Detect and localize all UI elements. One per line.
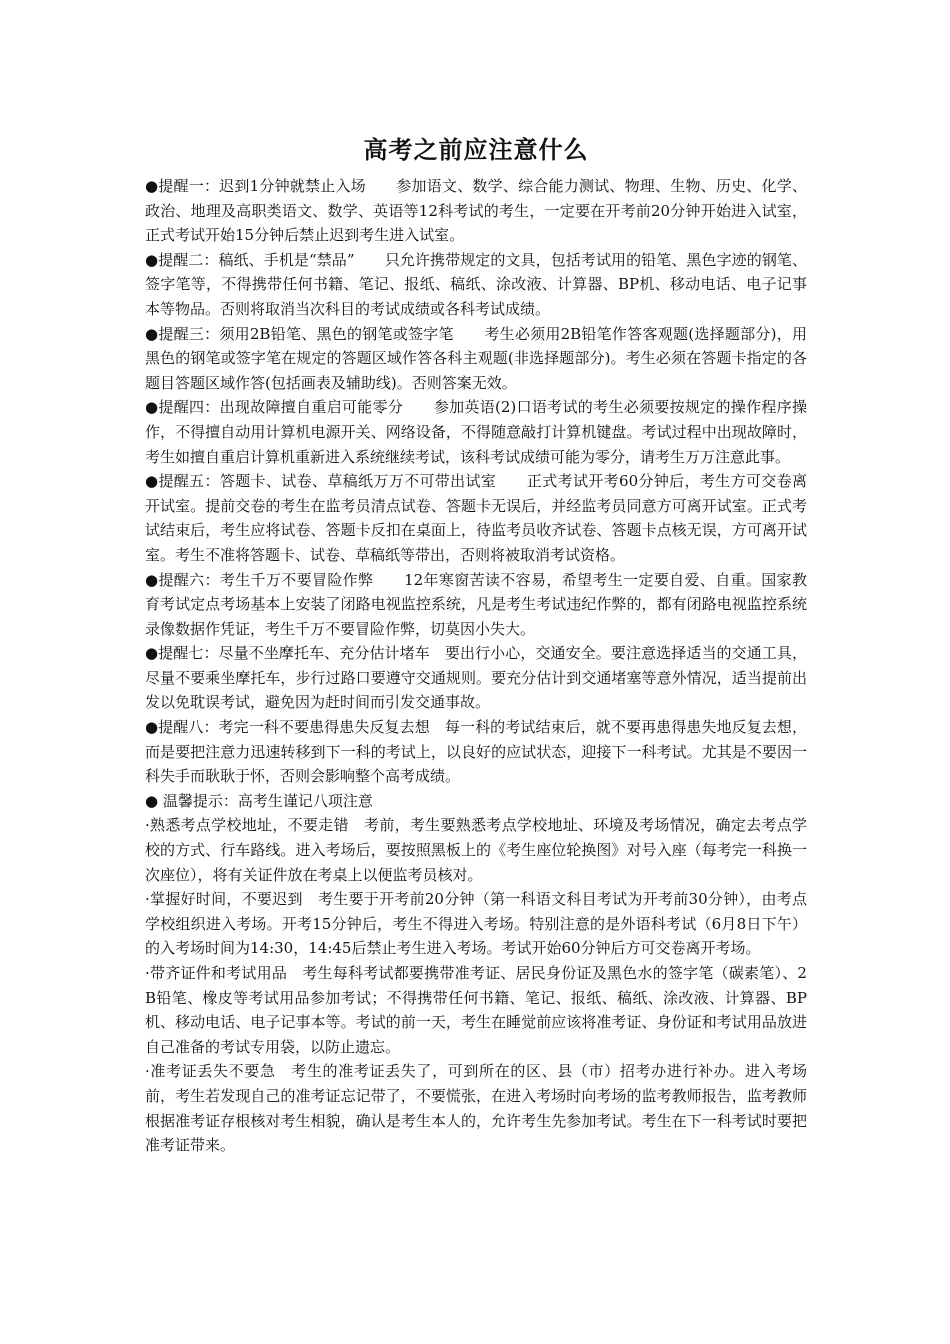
paragraph-heading: ●提醒二：稿纸、手机是“禁品” — [145, 250, 385, 269]
paragraph-body: 正式考试开考60分钟后，考生方可交卷离开试室。提前交卷的考生在监考员清点试卷、答题卡无误后，并经监考员同意方可离开试室。正式考试结束后，考生应将试卷、答题卡反扣在桌面上，待监考员收齐试卷、答题卡点核无误，方可离开试室。考生不准将答题卡、试卷、草稿纸等带出，否则将被取消考试资格。 — [145, 472, 808, 564]
paragraph-reminder-5 — [145, 469, 807, 567]
paragraph-heading: ●提醒四：出现故障擅自重启可能零分 — [145, 398, 434, 417]
paragraph-tip-time — [145, 887, 807, 961]
paragraph-body: 考生要于开考前20分钟（第一科语文科目考试为开考前30分钟），由考点学校组织进入考场。开考15分钟后，考生不得进入考场。特别注意的是外语科考试（6月8日下午）的入考场时间为14:30，14:45后禁止考生进入考场。考试开始60分钟后方可交卷离开考场。 — [145, 890, 807, 958]
paragraph-heading: ●提醒七：尽量不坐摩托车、充分估计堵车 — [145, 644, 445, 663]
paragraph-reminder-6 — [145, 568, 807, 642]
paragraph-body: 12年寒窗苦读不容易，希望考生一定要自爱、自重。国家教育考试定点考场基本上安装了闭路电视监控系统，凡是考生考试违纪作弊的，都有闭路电视监控系统录像数据作凭证，考生千万不要冒险作弊，切莫因小失大。 — [145, 570, 808, 638]
paragraph-tip-lost-ticket — [145, 1059, 807, 1157]
paragraph-tip-documents — [145, 961, 807, 1059]
paragraph-heading: ·带齐证件和考试用品 — [145, 964, 303, 982]
paragraph-reminder-2 — [145, 248, 807, 322]
paragraph-body: 参加语文、数学、综合能力测试、物理、生物、历史、化学、政治、地理及高职类语文、数学、英语等12科考试的考生，一定要在开考前20分钟开始进入试室，正式考试开始15分钟后禁止迟到考生进入试室。 — [145, 177, 807, 245]
document-title: 高考之前应注意什么 — [363, 136, 589, 164]
document-page — [145, 128, 807, 1158]
paragraph-heading: ●提醒一：迟到1分钟就禁止入场 — [145, 177, 397, 195]
paragraph-reminder-3 — [145, 322, 807, 396]
paragraph-heading: ● 温馨提示：高考生谨记八项注意 — [145, 791, 373, 810]
paragraph-body: 考前，考生要熟悉考点学校地址、环境及考场情况，确定去考点学校的方式、行车路线。进入考场后，要按照黑板上的《考生座位轮换图》对号入座（每考完一科换一次座位），将有关证件放在考桌上以便监考员核对。 — [145, 816, 807, 884]
paragraph-reminder-8 — [145, 715, 807, 789]
paragraph-heading: ·熟悉考点学校地址，不要走错 — [145, 816, 365, 835]
paragraph-reminder-1 — [145, 174, 807, 248]
paragraph-body: 每一科的考试结束后，就不要再患得患失地反复去想，而是要把注意力迅速转移到下一科的考试上，以良好的应试状态，迎接下一科考试。尤其是不要因一科失手而耿耿于怀，否则会影响整个高考成绩。 — [145, 718, 807, 786]
paragraph-heading: ·掌握好时间，不要迟到 — [145, 890, 318, 909]
paragraph-reminder-4 — [145, 395, 807, 469]
paragraph-heading: ●提醒五：答题卡、试卷、草稿纸万万不可带出试室 — [145, 472, 527, 491]
paragraph-heading: ·准考证丢失不要急 — [145, 1062, 292, 1081]
paragraph-heading: ●提醒三：须用2B铅笔、黑色的钢笔或签字笔 — [145, 324, 485, 343]
paragraph-body: 考生必须用2B铅笔作答客观题(选择题部分)，用黑色的钢笔或签字笔在规定的答题区域作答各科主观题(非选择题部分)。考生必须在答题卡指定的各题目答题区域作答(包括画表及辅助线)。否则答案无效。 — [145, 324, 807, 392]
paragraph-reminder-7 — [145, 641, 807, 715]
paragraph-body: 参加英语(2)口语考试的考生必须要按规定的操作程序操作，不得擅自动用计算机电源开关、网络设备，不得随意敲打计算机键盘。考试过程中出现故障时，考生如擅自重启计算机重新进入系统继续考试，该科考试成绩可能为零分，请考生万万注意此事。 — [145, 398, 808, 466]
paragraph-body: 考生每科考试都要携带准考证、居民身份证及黑色水的签字笔（碳素笔）、2B铅笔、橡皮等考试用品参加考试；不得携带任何书籍、笔记、报纸、稿纸、涂改液、计算器、BP机、移动电话、电子记事本等。考试的前一天，考生在睡觉前应该将准考证、身份证和考试用品放进自己准备的考试专用袋，以防止遗忘。 — [145, 964, 807, 1056]
paragraph-body: 考生的准考证丢失了，可到所在的区、县（市）招考办进行补办。进入考场前，考生若发现自己的准考证忘记带了，不要慌张，在进入考场时向考场的监考教师报告，监考教师根据准考证存根核对考生相貌，确认是考生本人的，允许考生先参加考试。考生在下一科考试时要把准考证带来。 — [145, 1062, 807, 1155]
paragraph-tip-address — [145, 813, 807, 887]
paragraph-body: 要出行小心，交通安全。要注意选择适当的交通工具，尽量不要乘坐摩托车，步行过路口要遵守交通规则。要充分估计到交通堵塞等意外情况，适当提前出发以免耽误考试，避免因为赶时间而引发交通事故。 — [145, 644, 807, 712]
paragraph-body: 只允许携带规定的文具，包括考试用的铅笔、黑色字迹的钢笔、签字笔等，不得携带任何书籍、笔记、报纸、稿纸、涂改液、计算器、BP机、移动电话、电子记事本等物品。否则将取消当次科目的考试成绩或各科考试成绩。 — [145, 250, 807, 318]
paragraph-tips-heading — [145, 789, 807, 814]
paragraph-heading: ●提醒八：考完一科不要患得患失反复去想 — [145, 718, 445, 737]
paragraph-heading: ●提醒六：考生千万不要冒险作弊 — [145, 570, 405, 589]
